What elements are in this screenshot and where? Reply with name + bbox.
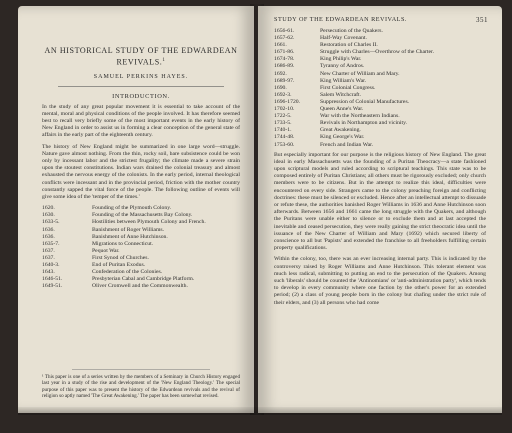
left-paragraph-2: The history of New England might be summarized in one large word—struggle. Nature gave almost nothing. From the thin, rocky soil, bare subsistence could be won only by incessant labor and the strictest frugality; the climate made a severe strain upon the stoutest constitutions. Indian wars drained the colonial treasury and almost exhausted the nervous energy of the colonists. In the early period, internal theological conflicts were incessant and in the provincial period, friction with the mother country constantly sapped the vital force of the people. The following outline of events will give some idea of the 'temper of the times.' xyxy=(42,143,240,201)
event-item: 1656-61. Persecution of the Quakers. xyxy=(274,28,383,34)
event-item: 1661. Restoration of Charles II. xyxy=(274,42,378,49)
event-item: 1640-3. End of Puritan Exodus. xyxy=(42,262,146,269)
event-item: 1740-1. Great Awakening. xyxy=(274,127,361,134)
left-paragraph-1: In the study of any great popular movement it is essential to take account of the mental, moral and physical conditions of the people involved. It has therefore seemed best to recall very briefly some of the most important events in the early history of New England in order to assist us in forming a clear conception of the general state of affairs in the early part of the eighteenth century. xyxy=(42,103,240,139)
left-events-list xyxy=(42,205,240,290)
event-item: 1692. New Charter of William and Mary. xyxy=(274,70,400,77)
event-item: 1702-10. Queen Anne's War. xyxy=(274,106,364,113)
heading-footnote-mark: 1 xyxy=(162,58,166,63)
event-item: 1753-60. French and Indian War. xyxy=(274,141,374,148)
event-item: 1692-3. Salem Witchcraft. xyxy=(274,91,362,98)
event-item: 1733-5. Revivals in Northampton and vicinity. xyxy=(274,120,407,127)
footnote-rule xyxy=(72,369,211,370)
right-paragraph-2: Within the colony, too, there was an ever increasing internal party. This is indicated by the controversy raised by Roger Williams and Anne Hutchinson. This tolerant element was much less radical, submitting to putting an end to the persecution of the Quakers. Among such 'liberals' should be counted the 'Antinomians' or 'anti-administration party', which tends to develop in every community where one faction by the other's power for an extended period; (2) a class of young people born in the colony but chafing under the strict rule of their elders, and (3) all persons who had come xyxy=(274,256,486,306)
section-heading: INTRODUCTION. xyxy=(112,92,170,100)
event-item: 1646-51. Presbyterian Cabal and Cambridge Platform. xyxy=(42,276,195,283)
event-item: 1636. Banishment of Anne Hutchinson. xyxy=(42,233,168,240)
event-item: 1744-48. King George's War. xyxy=(274,134,365,141)
event-item: 1689-97. King William's War. xyxy=(274,77,367,84)
heading-rule xyxy=(58,86,224,87)
right-paragraph-1: But especially important for our purpose is the religious history of New England. The great ideal in early Massachusetts was the founding of a Puritan Theocracy—a state fashioned upon scriptural models and ruled according to scriptural teachings. This state was to be composed entirely of Puritan Christians; all others must be rigorously excluded; only church members were to be citizens. But in the attempt to realize this ideal, difficulties were encountered on every side. Strangers came to the colony preaching foreign and conflicting doctrines: these must be silenced or excluded. Hence after an intellectual attempt to dissuade or refute these, the authorities banished Roger Williams in 1636 and Anne Hutchinson soon afterwards. Between 1656 and 1661 came the long struggle with the Quakers, and although the Puritans were unable either to silence or to exclude them and at last accepted the inevitable and ceased persecution, they were really gaining the strict theocratic idea until the issuance of the New Charter of William and Mary (1692) which secured liberty of conscience to all but 'Papists' and extended the franchise to all freeholders fulfilling certain property qualifications. xyxy=(274,151,486,252)
event-item: 1671-86. Struggle with Charles—Overthrow of the Charter. xyxy=(274,49,435,56)
page-number: 351 xyxy=(476,16,488,24)
event-item: 1686-89. Tyranny of Andros. xyxy=(274,63,365,70)
event-item: 1690. First Colonial Congress. xyxy=(274,84,376,91)
right-page-body xyxy=(274,28,486,407)
event-item: 1637. Pequot War. xyxy=(42,247,120,254)
left-page-body xyxy=(42,10,240,407)
event-item: 1649-51. Oliver Cromwell and the Commonwealth. xyxy=(42,283,188,290)
event-item: 1635-7. Migrations to Connecticut. xyxy=(42,240,154,247)
article-heading-text: AN HISTORICAL STUDY OF THE EDWARDEAN REVIVALS. xyxy=(44,46,238,67)
event-item: 1637. First Synod of Churches. xyxy=(42,254,149,261)
left-page xyxy=(18,6,254,413)
event-item: 1722-5. War with the Northeastern Indians. xyxy=(274,113,400,120)
event-item: 1630. Founding of the Massachusetts Bay Colony. xyxy=(42,212,193,219)
right-events-list xyxy=(274,28,486,149)
event-item: 1636. Banishment of Roger Williams. xyxy=(42,226,165,233)
article-author: SAMUEL PERKINS HAYES. xyxy=(93,73,189,80)
event-item: 1643. Confederation of the Colonies. xyxy=(42,269,163,276)
page-bottom-shadow xyxy=(18,407,502,415)
right-page xyxy=(258,6,502,413)
event-item: 1657-62. Half-Way Covenant. xyxy=(274,35,367,42)
event-item: 1674-78. King Philip's War. xyxy=(274,56,362,63)
event-item: 1696-1720. Suppression of Colonial Manufactures. xyxy=(274,98,410,105)
event-item: 1620. Founding of the Plymouth Colony. xyxy=(42,205,172,212)
footnote-text: ¹ This paper is one of a series written by the members of a Seminary in Church History engaged last year in a study of the rise and development of the 'New England Theology.' The special purpose of this paper was to present the history of the Edwardean revivals and the revival of religion so aptly named 'The Great Awakening.' The paper has been somewhat revised. xyxy=(42,374,240,399)
running-head-title: STUDY OF THE EDWARDEAN REVIVALS. xyxy=(274,16,407,23)
article-heading xyxy=(42,46,240,68)
footnote xyxy=(42,369,240,399)
event-item: 1633-5. Hostilities between Plymouth Colony and French. xyxy=(42,219,206,226)
